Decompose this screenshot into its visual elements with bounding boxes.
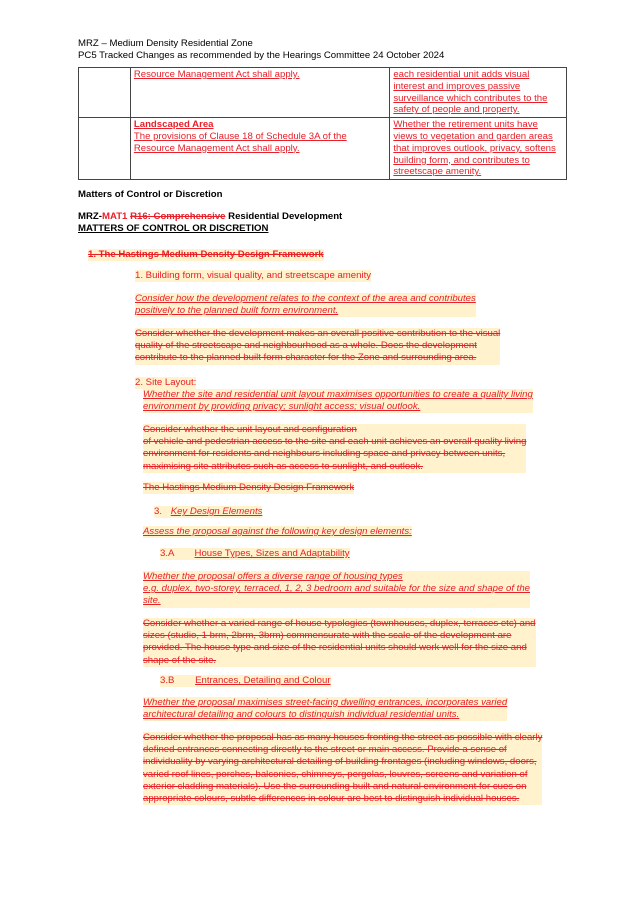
paragraph-line: e.g. duplex, two-storey, terraced, 1, 2, 3 bedroom and suitable for the size and shape of the <box>143 583 531 595</box>
paragraph-line: sizes (studio, 1 brm, 2brm, 3brm) commensurate with the scale of the development are <box>143 630 512 642</box>
paragraph-10 <box>143 732 542 805</box>
table-row <box>79 118 567 180</box>
table-cell-empty <box>79 118 131 180</box>
rule-code-rest: Residential Development <box>225 211 343 222</box>
paragraph-2 <box>135 328 500 365</box>
heading-3b-number: 3.B <box>160 675 175 686</box>
paragraph-line: Consider whether the development makes an overall positive contribution to the visual <box>135 328 501 339</box>
paragraph-7 <box>143 571 530 608</box>
header-line-2: PC5 Tracked Changes as recommended by the Hearings Committee 24 October 2024 <box>78 50 445 61</box>
paragraph-line: architectural detailing and colours to distinguish individual residential units. <box>143 709 460 721</box>
page-header <box>78 38 444 62</box>
paragraph-line: defined entrances connecting directly to the street or main access. Provide a sense of <box>143 744 507 756</box>
rule-code-inserted: MAT1 <box>101 211 128 222</box>
table-cell <box>130 118 389 180</box>
paragraph-line: Whether the proposal maximises street-facing dwelling entrances, incorporates varied <box>143 697 508 708</box>
heading-3a-number: 3.A <box>160 548 174 559</box>
paragraph-line: varied roof lines, porches, balconies, chimneys, pergolas, louvres, screens and variation of <box>143 768 528 780</box>
row2-col3-line: views to vegetation and garden areas <box>393 130 553 142</box>
table-row <box>79 68 567 118</box>
paragraph-line: Consider whether a varied range of house typologies (townhouses, duplex, terraces etc) and <box>143 618 536 629</box>
paragraph-line: exterior cladding materials). Use the surrounding built and natural environment for cues on <box>143 780 527 792</box>
item-2-heading: 2. Site Layout: <box>135 377 197 388</box>
paragraph-line: of vehicle and pedestrian access to the site and each unit achieves an overall quality living <box>143 436 527 448</box>
paragraph-line: appropriate colours, subtle differences in colour are best to distinguish individual houses. <box>143 793 520 805</box>
row2-heading: Landscaped Area <box>133 119 214 131</box>
paragraph-line: environment by providing privacy; sunlight access; visual outlook. <box>143 401 421 413</box>
row1-col3-line: surveillance which contributes to the <box>393 92 548 104</box>
paragraph-3 <box>143 389 533 413</box>
paragraph-line: contribute to the planned built form character for the Zone and surrounding area. <box>135 352 477 364</box>
rules-table <box>78 67 567 180</box>
row1-col3-line: interest and improves passive <box>393 80 521 92</box>
item-1-heading: 1. The Hastings Medium Density Design Framework <box>88 249 324 260</box>
paragraph-line: positively to the planned built form environment. <box>135 305 339 317</box>
paragraph-8 <box>143 618 536 667</box>
heading-3a-title: House Types, Sizes and Adaptability <box>194 548 350 559</box>
heading-3a <box>160 548 350 560</box>
paragraph-9 <box>143 697 507 721</box>
paragraph-line: individuality by varying architectural detailing of building frontages (including windows, doors, <box>143 756 537 768</box>
row1-col2-text: Resource Management Act shall apply. <box>133 69 300 80</box>
paragraph-4 <box>143 424 526 473</box>
rule-code-deleted: R16: Comprehensive <box>130 211 226 222</box>
paragraph-line: Consider whether the unit layout and configuration <box>143 424 357 435</box>
paragraph-line: Whether the site and residential unit layout maximises opportunities to create a quality living <box>143 389 533 400</box>
paragraph-line: Consider how the development relates to the context of the area and contributes <box>135 293 476 304</box>
row2-col2-line: Resource Management Act shall apply. <box>133 142 300 154</box>
row1-col3-line: safety of people and property. <box>393 104 520 116</box>
paragraph-line: Whether the proposal offers a diverse range of housing types <box>143 571 403 582</box>
paragraph-line: environment for residents and neighbours including space and privacy between units, <box>143 448 506 460</box>
item-1-1-heading: 1. Building form, visual quality, and streetscape amenity <box>135 270 372 281</box>
paragraph-line: provided. The house type and size of the residential units should work well for the size and <box>143 642 527 654</box>
paragraph-5: The Hastings Medium Density Design Framework <box>143 482 355 493</box>
row2-col3-line: Whether the retirement units have <box>393 119 538 131</box>
rule-heading <box>78 211 342 223</box>
header-line-1: MRZ – Medium Density Residential Zone <box>78 38 253 49</box>
row2-col3-line: streetscape amenity. <box>393 166 482 178</box>
paragraph-line: site. <box>143 595 161 607</box>
item-3-title: Key Design Elements <box>170 506 263 517</box>
row2-col3-line: that improves outlook, privacy, softens <box>393 142 556 154</box>
table-cell <box>390 118 567 180</box>
table-cell-empty <box>79 68 131 118</box>
row2-col2-line: The provisions of Clause 18 of Schedule 3A of the <box>133 130 347 142</box>
paragraph-line: shape of the site. <box>143 654 217 666</box>
rule-code-prefix: MRZ- <box>78 211 102 222</box>
item-3-number: 3. <box>154 506 163 517</box>
paragraph-line: quality of the streetscape and neighbourhood as a whole. Does the development <box>135 340 477 352</box>
table-cell <box>130 68 389 118</box>
item-3-heading <box>154 506 262 518</box>
paragraph-6: Assess the proposal against the following key design elements: <box>143 526 412 537</box>
heading-3b <box>160 675 331 687</box>
row2-col3-line: building form, and contributes to <box>393 154 530 166</box>
heading-3b-title: Entrances, Detailing and Colour <box>195 675 331 686</box>
paragraph-line: maximising site attributes such as access to sunlight, and outlook. <box>143 460 423 472</box>
row1-col3-line: each residential unit adds visual <box>393 69 530 80</box>
paragraph-line: Consider whether the proposal has as many houses fronting the street as possible with clearly <box>143 732 543 743</box>
rule-subtitle: MATTERS OF CONTROL OR DISCRETION <box>78 223 269 234</box>
section-title: Matters of Control or Discretion <box>78 189 223 200</box>
table-cell <box>390 68 567 118</box>
paragraph-1 <box>135 293 476 317</box>
